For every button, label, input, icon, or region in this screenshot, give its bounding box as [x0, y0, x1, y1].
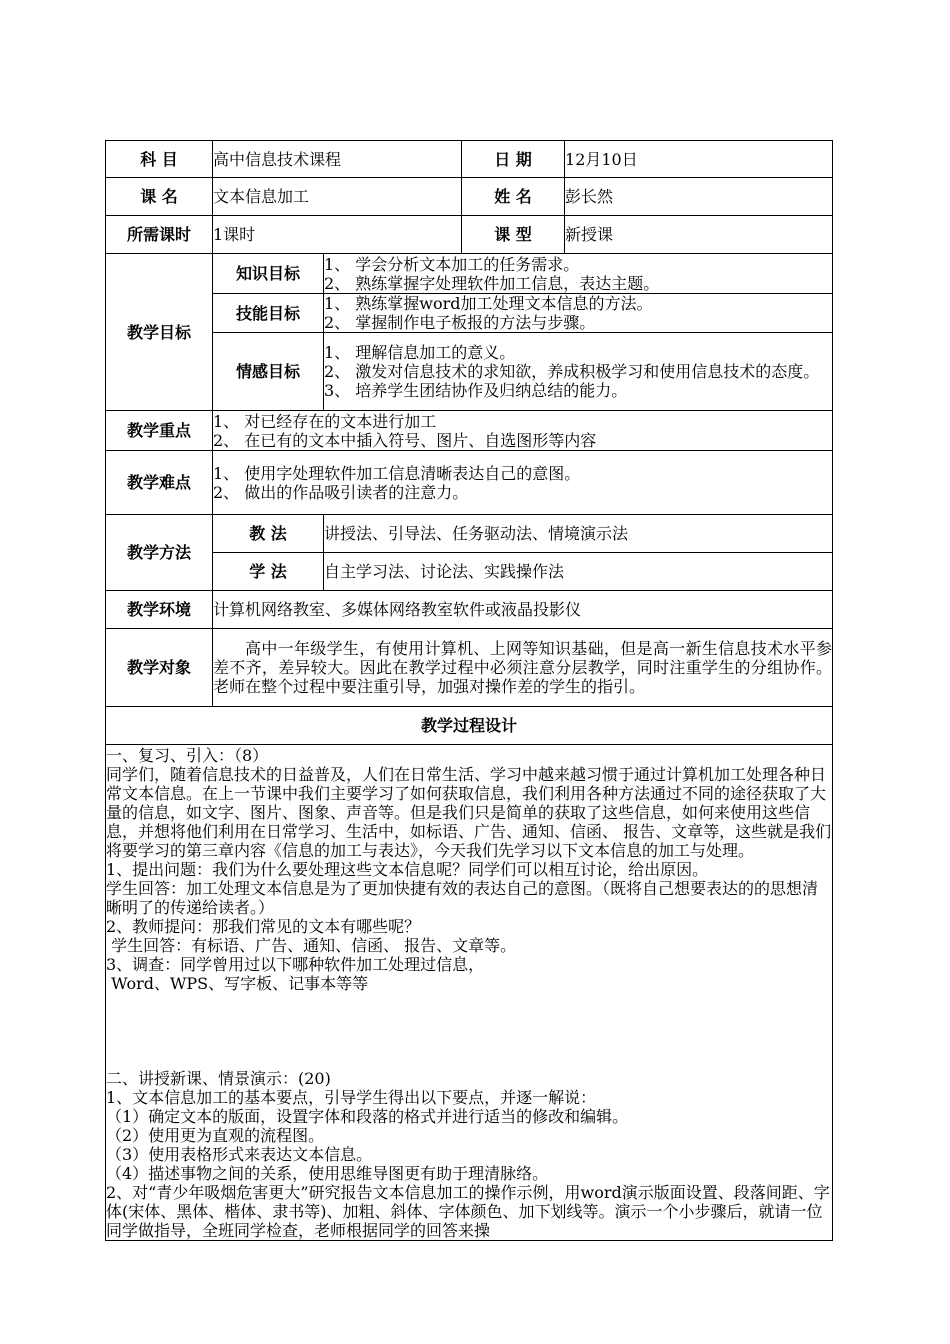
process-paragraph: （1）确定文本的版面，设置字体和段落的格式并进行适当的修改和编辑。 [106, 1106, 629, 1126]
environment-label: 教学环境 [106, 591, 213, 629]
process-title: 教学过程设计 [106, 707, 833, 745]
subject-value: 高中信息技术课程 [213, 141, 462, 178]
key-point-item: 1、 对已经存在的文本进行加工 [213, 411, 437, 431]
learn-method-label: 学 法 [213, 553, 324, 591]
process-paragraph: （4）描述事物之间的关系，使用思维导图更有助于理清脉络。 [106, 1163, 549, 1183]
skill-cell [324, 294, 833, 333]
row-environment [106, 591, 833, 629]
date-label: 日 期 [462, 141, 565, 178]
process-paragraph: 二、讲授新课、情景演示：(20) [106, 1068, 331, 1088]
process-paragraph: 2、教师提问：那我们常见的文本有哪些呢？ [106, 916, 421, 936]
lesson-label: 课 名 [106, 178, 213, 216]
subject-label: 科 目 [106, 141, 213, 178]
process-paragraph: 1、文本信息加工的基本要点，引导学生得出以下要点，并逐一解说： [106, 1087, 597, 1107]
process-paragraph: 一、复习、引入：（8） [106, 745, 269, 765]
process-paragraph: Word、WPS、写字板、记事本等等 [106, 973, 369, 993]
process-paragraph: 同学们，随着信息技术的日益普及，人们在日常生活、学习中越来越习惯于通过计算机加工处理各种日常文本信息。在上一节课中我们主要学习了如何获取信息，我们利用各种方法通过不同的途径获取了大量的信息，如文字、图片、图象、声音等。但是我们只是简单的获取了这些信息，如何来使用这些信息，并想将他们利用在日常学习、生活中，如标语、广告、通知、信函、 报告、文章等，这些就是我们将要学习的第三章内容《信息的加工与表达》，今天我们先学习以下文本信息的加工与处理。 [106, 764, 832, 860]
emotion-item: 3、 培养学生团结协作及归纳总结的能力。 [324, 381, 628, 400]
skill-item: 2、 掌握制作电子板报的方法与步骤。 [324, 313, 596, 332]
knowledge-item: 1、 学会分析文本加工的任务需求。 [324, 254, 580, 274]
difficulties-cell [213, 451, 833, 515]
difficulty-item: 1、 使用字处理软件加工信息清晰表达自己的意图。 [213, 463, 581, 483]
process-paragraph: 3、调查：同学曾用过以下哪种软件加工处理过信息， [106, 954, 485, 974]
row-hours [106, 216, 833, 254]
date-value: 12月10日 [565, 141, 833, 178]
hours-label: 所需课时 [106, 216, 213, 254]
row-difficulties [106, 451, 833, 515]
audience-value: 高中一年级学生，有使用计算机、上网等知识基础，但是高一新生信息技术水平参差不齐，差异较大。因此在教学过程中必须注意分层教学，同时注重学生的分组协作。老师在整个过程中要注重引导，加强对操作差的学生的指引。 [213, 629, 833, 707]
skill-item: 1、 熟练掌握word加工处理文本信息的方法。 [324, 294, 653, 313]
row-learn-method [106, 553, 833, 591]
row-knowledge [106, 254, 833, 294]
emotion-cell [324, 333, 833, 411]
lesson-plan-table [105, 140, 833, 1241]
process-paragraph: 学生回答：有标语、广告、通知、信函、 报告、文章等。 [106, 935, 517, 955]
row-process-title [106, 707, 833, 745]
learn-method-value: 自主学习法、讨论法、实践操作法 [324, 553, 833, 591]
row-skill [106, 294, 833, 333]
row-emotion [106, 333, 833, 411]
row-audience [106, 629, 833, 707]
emotion-item: 2、 激发对信息技术的求知欲，养成积极学习和使用信息技术的态度。 [324, 362, 820, 381]
process-paragraph: 学生回答：加工处理文本信息是为了更加快捷有效的表达自己的意图。（既将自己想要表达的的思想清晰明了的传递给读者。） [106, 878, 819, 917]
key-points-cell [213, 411, 833, 451]
row-subject [106, 141, 833, 178]
type-label: 课 型 [462, 216, 565, 254]
objectives-label: 教学目标 [106, 254, 213, 411]
key-points-label: 教学重点 [106, 411, 213, 451]
teach-method-value: 讲授法、引导法、任务驱动法、情境演示法 [324, 515, 833, 553]
knowledge-cell [324, 254, 833, 294]
process-paragraph: （2）使用更为直观的流程图。 [106, 1125, 325, 1145]
name-label: 姓 名 [462, 178, 565, 216]
environment-value: 计算机网络教室、多媒体网络教室软件或液晶投影仪 [213, 591, 833, 629]
name-value: 彭长然 [565, 178, 833, 216]
knowledge-item: 2、 熟练掌握字处理软件加工信息，表达主题。 [324, 273, 660, 293]
process-paragraph: （3）使用表格形式来表达文本信息。 [106, 1144, 373, 1164]
skill-label: 技能目标 [213, 294, 324, 333]
row-process-body [106, 745, 833, 1241]
lesson-value: 文本信息加工 [213, 178, 462, 216]
difficulties-label: 教学难点 [106, 451, 213, 515]
key-point-item: 2、 在已有的文本中插入符号、图片、自选图形等内容 [213, 430, 597, 450]
knowledge-label: 知识目标 [213, 254, 324, 294]
methods-label: 教学方法 [106, 515, 213, 591]
difficulty-item: 2、 做出的作品吸引读者的注意力。 [213, 482, 469, 502]
row-lesson [106, 178, 833, 216]
audience-label: 教学对象 [106, 629, 213, 707]
emotion-label: 情感目标 [213, 333, 324, 411]
hours-value: 1课时 [213, 216, 462, 254]
process-paragraph: 1、提出问题：我们为什么要处理这些文本信息呢？同学们可以相互讨论，给出原因。 [106, 859, 709, 879]
blank-gap [106, 993, 832, 1069]
teach-method-label: 教 法 [213, 515, 324, 553]
process-paragraph: 2、对“青少年吸烟危害更大”研究报告文本信息加工的操作示例，用word演示版面设置、段落间距、字体(宋体、黑体、楷体、隶书等)、加粗、斜体、字体颜色、加下划线等。演示一个小步骤后，就请一位同学做指导，全班同学检查，老师根据同学的回答来操 [106, 1182, 830, 1240]
process-body [106, 745, 833, 1241]
type-value: 新授课 [565, 216, 833, 254]
emotion-item: 1、 理解信息加工的意义。 [324, 343, 516, 362]
row-teach-method [106, 515, 833, 553]
row-key-points [106, 411, 833, 451]
